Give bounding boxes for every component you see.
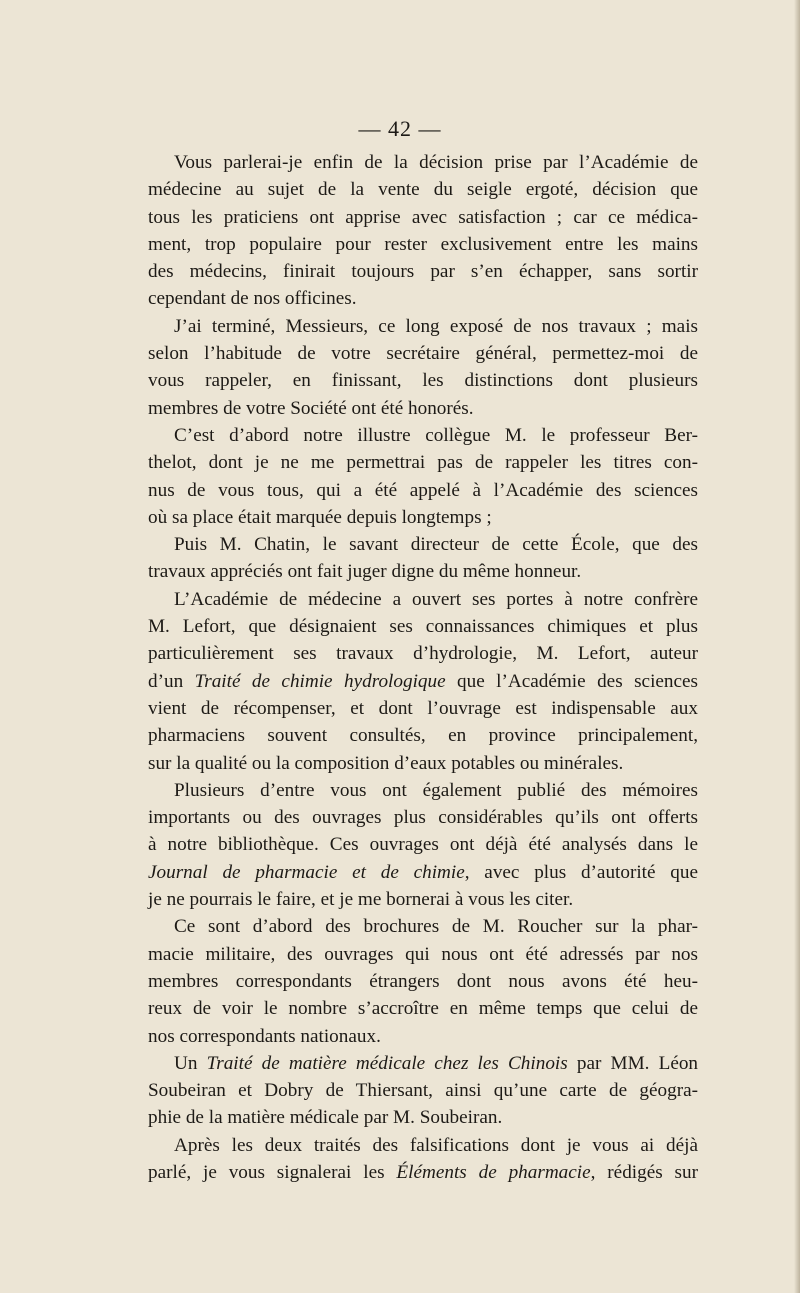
text-line: Puis M. Chatin, le savant directeur de cette École, que des xyxy=(174,534,698,556)
text-line: à notre bibliothèque. Ces ouvrages ont déjà été analysés dans le xyxy=(148,834,698,856)
text-line: selon l’habitude de votre secrétaire général, permettez-moi de xyxy=(148,343,698,365)
text-line: où sa place était marquée depuis longtemps ; xyxy=(148,506,492,528)
text-line: je ne pourrais le faire, et je me bornerai à vous les citer. xyxy=(148,889,574,911)
text-line: vient de récompenser, et dont l’ouvrage est indispensable aux xyxy=(148,697,698,719)
text-line: J’ai terminé, Messieurs, ce long exposé de nos travaux ; mais xyxy=(174,315,698,337)
text-line: ment, trop populaire pour rester exclusivement entre les mains xyxy=(148,233,698,255)
italic-title: Journal de pharmacie et de chimie xyxy=(148,861,465,883)
text-line: particulièrement ses travaux d’hydrologie, M. Lefort, auteur xyxy=(148,643,698,665)
text-line: membres correspondants étrangers dont nous avons été heu- xyxy=(148,970,698,992)
text-line: des médecins, finirait toujours par s’en échapper, sans sortir xyxy=(148,261,698,283)
text-line xyxy=(148,1050,698,1077)
text-line: pharmaciens souvent consultés, en province principalement, xyxy=(148,725,698,747)
text-segment: , rédigés sur xyxy=(590,1161,699,1183)
text-line: nus de vous tous, qui a été appelé à l’Académie des sciences xyxy=(148,479,698,501)
text-line: macie militaire, des ouvrages qui nous ont été adressés par nos xyxy=(148,943,698,965)
text-line: vous rappeler, en finissant, les distinctions dont plusieurs xyxy=(148,370,698,392)
text-line: médecine au sujet de la vente du seigle ergoté, décision que xyxy=(148,179,698,201)
text-line: C’est d’abord notre illustre collègue M. le professeur Ber- xyxy=(174,424,698,446)
text-line: M. Lefort, que désignaient ses connaissances chimiques et plus xyxy=(148,616,698,638)
text-segment: , avec plus d’autorité que xyxy=(464,861,698,883)
text-segment: d’un xyxy=(148,670,195,692)
text-segment: par MM. Léon xyxy=(567,1052,699,1074)
text-line: cependant de nos officines. xyxy=(148,288,357,310)
page-number: — 42 — xyxy=(358,116,442,141)
text-line xyxy=(148,1159,698,1186)
text-segment: que l’Académie des sciences xyxy=(445,670,699,692)
body-text xyxy=(148,149,698,1186)
page-edge xyxy=(794,0,800,1293)
text-line: Vous parlerai-je enfin de la décision prise par l’Académie de xyxy=(174,152,698,173)
italic-title: Traité de chimie hydrologique xyxy=(194,670,446,692)
text-line: Soubeiran et Dobry de Thiersant, ainsi qu’une carte de géogra- xyxy=(148,1080,698,1102)
text-line: thelot, dont je ne me permettrai pas de rappeler les titres con- xyxy=(148,452,698,474)
text-segment: Un xyxy=(174,1052,207,1074)
italic-title: Éléments de pharmacie xyxy=(396,1161,591,1183)
text-segment: parlé, je vous signalerai les xyxy=(148,1161,397,1183)
text-line: nos correspondants nationaux. xyxy=(148,1025,381,1047)
text-line: Plusieurs d’entre vous ont également publié des mémoires xyxy=(174,779,698,801)
text-line: phie de la matière médicale par M. Soubeiran. xyxy=(148,1107,503,1129)
text-line xyxy=(148,668,698,695)
italic-title: Traité de matière médicale chez les Chinois xyxy=(206,1052,568,1074)
text-line: Après les deux traités des falsifications dont je vous ai déjà xyxy=(174,1134,698,1156)
text-line: reux de voir le nombre s’accroître en même temps que celui de xyxy=(148,998,698,1020)
text-line: Ce sont d’abord des brochures de M. Roucher sur la phar- xyxy=(174,916,698,938)
text-line: membres de votre Société ont été honorés. xyxy=(148,397,474,419)
text-line: L’Académie de médecine a ouvert ses portes à notre confrère xyxy=(174,588,698,610)
text-line: importants ou des ouvrages plus considérables qu’ils ont offerts xyxy=(148,807,698,829)
text-line: tous les praticiens ont apprise avec satisfaction ; car ce médica- xyxy=(148,206,698,228)
text-line xyxy=(148,859,698,886)
text-line: travaux appréciés ont fait juger digne du même honneur. xyxy=(148,561,582,583)
text-line: sur la qualité ou la composition d’eaux potables ou minérales. xyxy=(148,752,624,774)
